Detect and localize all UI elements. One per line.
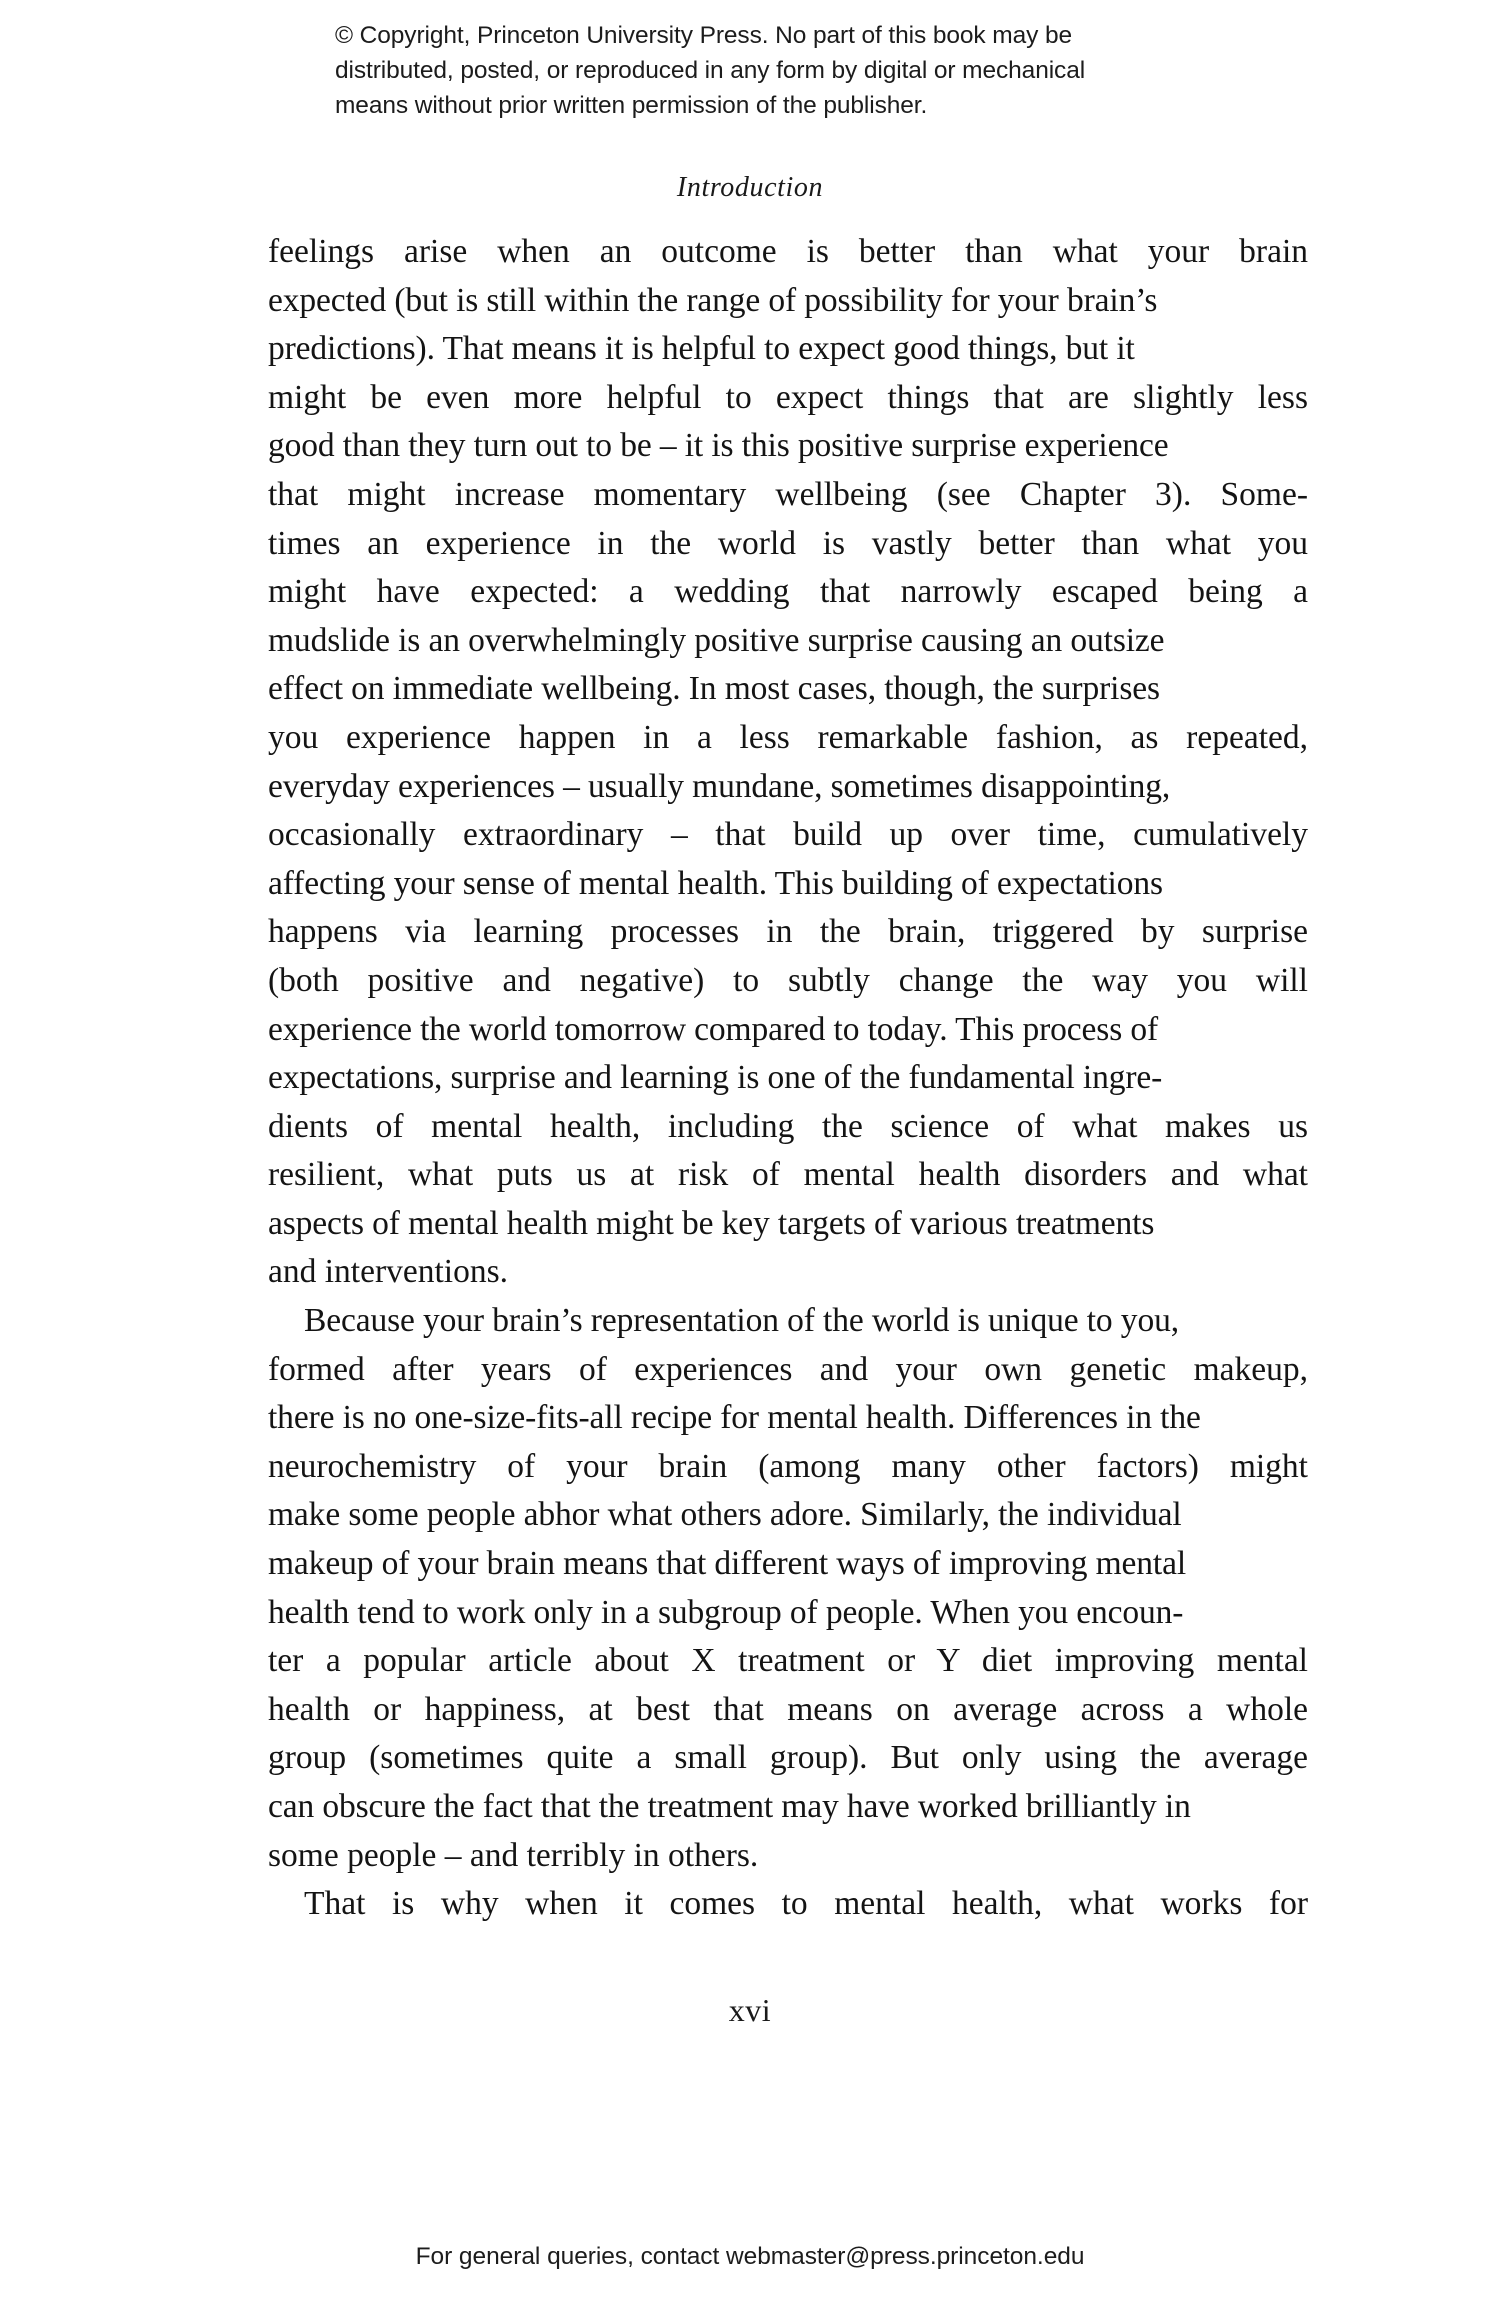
text-line: neurochemistry of your brain (among many other factors) might bbox=[268, 1447, 1308, 1485]
text-line: makeup of your brain means that different ways of improving mental bbox=[268, 1545, 1187, 1583]
text-line: there is no one-size-fits-all recipe for mental health. Differences in the bbox=[268, 1399, 1201, 1437]
text-line: dients of mental health, including the science of what makes us bbox=[268, 1107, 1308, 1145]
text-line: effect on immediate wellbeing. In most cases, though, the surprises bbox=[268, 670, 1160, 708]
copyright-line-2: distributed, posted, or reproduced in any form by digital or mechanical bbox=[335, 57, 1086, 84]
text-line: (both positive and negative) to subtly change the way you will bbox=[268, 961, 1308, 999]
text-line: Because your brain’s representation of the world is unique to you, bbox=[304, 1302, 1179, 1340]
paragraph-3 bbox=[268, 1880, 1308, 1929]
text-line: make some people abhor what others adore. Similarly, the individual bbox=[268, 1496, 1182, 1534]
text-line: expected (but is still within the range of possibility for your brain’s bbox=[268, 281, 1158, 319]
text-line: expectations, surprise and learning is one of the fundamental ingre- bbox=[268, 1059, 1163, 1097]
copyright-notice bbox=[335, 18, 1165, 123]
running-head: Introduction bbox=[676, 172, 824, 203]
text-line: resilient, what puts us at risk of mental health disorders and what bbox=[268, 1156, 1308, 1194]
paragraph-1 bbox=[268, 228, 1308, 1297]
text-line: that might increase momentary wellbeing (see Chapter 3). Some- bbox=[268, 475, 1308, 513]
text-line: aspects of mental health might be key targets of various treatments bbox=[268, 1204, 1155, 1242]
text-line: mudslide is an overwhelmingly positive surprise causing an outsize bbox=[268, 621, 1165, 659]
text-line: might have expected: a wedding that narrowly escaped being a bbox=[268, 573, 1308, 611]
text-line: you experience happen in a less remarkable fashion, as repeated, bbox=[268, 718, 1308, 756]
page-number: xvi bbox=[728, 1992, 772, 2028]
text-line: group (sometimes quite a small group). But only using the average bbox=[268, 1739, 1308, 1777]
text-line: predictions). That means it is helpful to expect good things, but it bbox=[268, 330, 1135, 368]
text-line: feelings arise when an outcome is better than what your brain bbox=[268, 233, 1308, 270]
footer-queries-note: For general queries, contact webmaster@press.princeton.edu bbox=[415, 2243, 1085, 2270]
text-line: and interventions. bbox=[268, 1253, 509, 1291]
text-line: can obscure the fact that the treatment may have worked brilliantly in bbox=[268, 1788, 1191, 1825]
text-line: health tend to work only in a subgroup of people. When you encoun- bbox=[268, 1593, 1184, 1631]
text-line: affecting your sense of mental health. This building of expectations bbox=[268, 864, 1163, 902]
text-line: happens via learning processes in the brain, triggered by surprise bbox=[268, 913, 1308, 951]
copyright-line-3: means without prior written permission of the publisher. bbox=[335, 92, 928, 119]
text-line: good than they turn out to be – it is this positive surprise experience bbox=[268, 427, 1169, 465]
text-line: That is why when it comes to mental health, what works for bbox=[304, 1885, 1308, 1923]
text-line: some people – and terribly in others. bbox=[268, 1836, 759, 1874]
body-text bbox=[268, 228, 1308, 1929]
text-line: formed after years of experiences and your own genetic makeup, bbox=[268, 1350, 1308, 1388]
text-line: might be even more helpful to expect things that are slightly less bbox=[268, 378, 1308, 416]
copyright-line-1: © Copyright, Princeton University Press. No part of this book may be bbox=[335, 22, 1073, 49]
text-line: occasionally extraordinary – that build up over time, cumulatively bbox=[268, 816, 1308, 854]
text-line: health or happiness, at best that means on average across a whole bbox=[268, 1690, 1308, 1728]
text-line: ter a popular article about X treatment or Y diet improving mental bbox=[268, 1642, 1308, 1680]
text-line: times an experience in the world is vastly better than what you bbox=[268, 524, 1308, 562]
paragraph-2 bbox=[268, 1297, 1308, 1880]
text-line: everyday experiences – usually mundane, sometimes disappointing, bbox=[268, 767, 1171, 805]
text-line: experience the world tomorrow compared to today. This process of bbox=[268, 1010, 1159, 1048]
